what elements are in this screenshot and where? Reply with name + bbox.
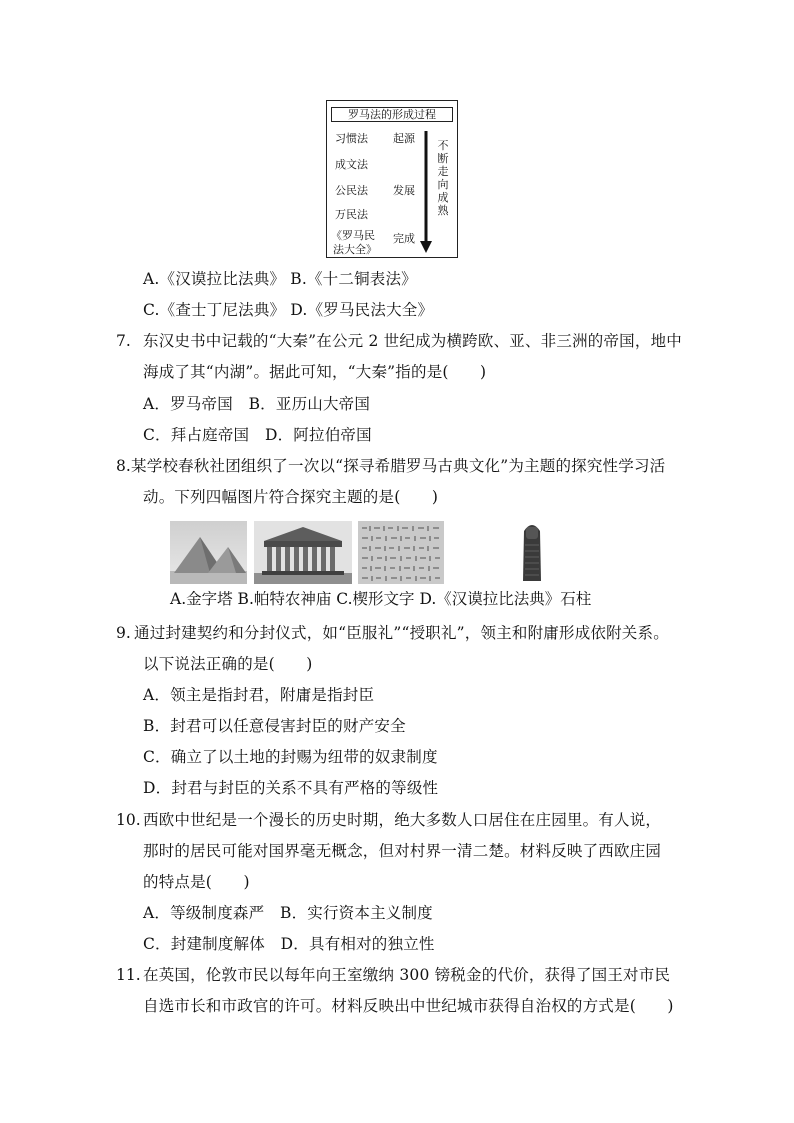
diagram-label-corpus-2: 法大全》	[333, 243, 377, 256]
roman-law-diagram	[326, 100, 458, 258]
diagram-label-corpus-1: 《罗马民	[331, 229, 375, 242]
q7-options-line-2: C．拜占庭帝国 D．阿拉伯帝国	[143, 426, 372, 444]
diagram-title: 罗马法的形成过程	[331, 107, 453, 122]
q6-options-line-2: C.《查士丁尼法典》 D.《罗马民法大全》	[143, 301, 434, 319]
q9-option-d: D．封君与封臣的关系不具有严格的等级性	[143, 779, 439, 797]
q10-options-line-1: A．等级制度森严 B．实行资本主义制度	[143, 904, 433, 922]
q6-options-line-1: A.《汉谟拉比法典》 B.《十二铜表法》	[143, 270, 417, 288]
q7-options-line-1: A．罗马帝国 B．亚历山大帝国	[143, 395, 371, 413]
q7-stem-line-2: 海成了其“内湖”。据此可知，“大秦”指的是( )	[143, 363, 487, 381]
diagram-label-peoples-law: 万民法	[335, 208, 368, 221]
q8-image-caption: A.金字塔 B.帕特农神庙 C.楔形文字 D.《汉谟拉比法典》石柱	[170, 590, 592, 608]
q11-stem-line-2: 自选市长和市政官的许可。材料反映出中世纪城市获得自治权的方式是( )	[143, 997, 674, 1015]
pyramid-image	[170, 521, 247, 584]
q8-stem-line-2: 动。下列四幅图片符合探究主题的是( )	[143, 488, 439, 506]
q10-stem-line-3: 的特点是( )	[143, 873, 250, 891]
cuneiform-image	[358, 521, 444, 584]
q9-option-b: B．封君可以任意侵害封臣的财产安全	[143, 717, 406, 735]
q10-stem-line-2: 那时的居民可能对国界毫无概念，但对村界一清二楚。材料反映了西欧庄园	[143, 842, 662, 860]
q9-option-a: A．领主是指封君，附庸是指封臣	[143, 686, 375, 704]
q11-number: 11.	[116, 966, 141, 984]
q11-stem-line-1: 在英国，伦敦市民以每年向王室缴纳 300 镑税金的代价，获得了国王对市民	[143, 966, 671, 984]
diagram-label-civil-law: 公民法	[335, 184, 368, 197]
diagram-stage-origin: 起源	[393, 132, 415, 145]
diagram-label-written-law: 成文法	[335, 158, 368, 171]
q10-options-line-2: C．封建制度解体 D．具有相对的独立性	[143, 935, 435, 953]
q10-number: 10.	[116, 811, 141, 829]
q9-stem-line-2: 以下说法正确的是( )	[143, 655, 313, 673]
diagram-stage-completion: 完成	[393, 232, 415, 245]
code-stele-image	[519, 521, 545, 584]
diagram-label-custom-law: 习惯法	[335, 132, 368, 145]
q8-number: 8.	[116, 457, 131, 475]
down-arrow-icon	[419, 129, 433, 255]
q9-option-c: C．确立了以土地的封赐为纽带的奴隶制度	[143, 748, 438, 766]
diagram-stage-development: 发展	[393, 184, 415, 197]
q8-stem-line-1: 某学校春秋社团组织了一次以“探寻希腊罗马古典文化”为主题的探究性学习活	[131, 457, 666, 475]
q7-number: 7.	[116, 332, 131, 350]
q10-stem-line-1: 西欧中世纪是一个漫长的历史时期，绝大多数人口居住在庄园里。有人说，	[143, 811, 662, 829]
q7-stem-line-1: 东汉史书中记载的“大秦”在公元 2 世纪成为横跨欧、亚、非三洲的帝国，地中	[143, 332, 682, 350]
q9-number: 9.	[116, 624, 131, 642]
parthenon-image	[254, 521, 352, 584]
diagram-arrow-text: 不断走向成熟	[437, 139, 449, 217]
q9-stem-line-1: 通过封建契约和分封仪式，如“臣服礼”“授职礼”，领主和附庸形成依附关系。	[134, 624, 669, 642]
